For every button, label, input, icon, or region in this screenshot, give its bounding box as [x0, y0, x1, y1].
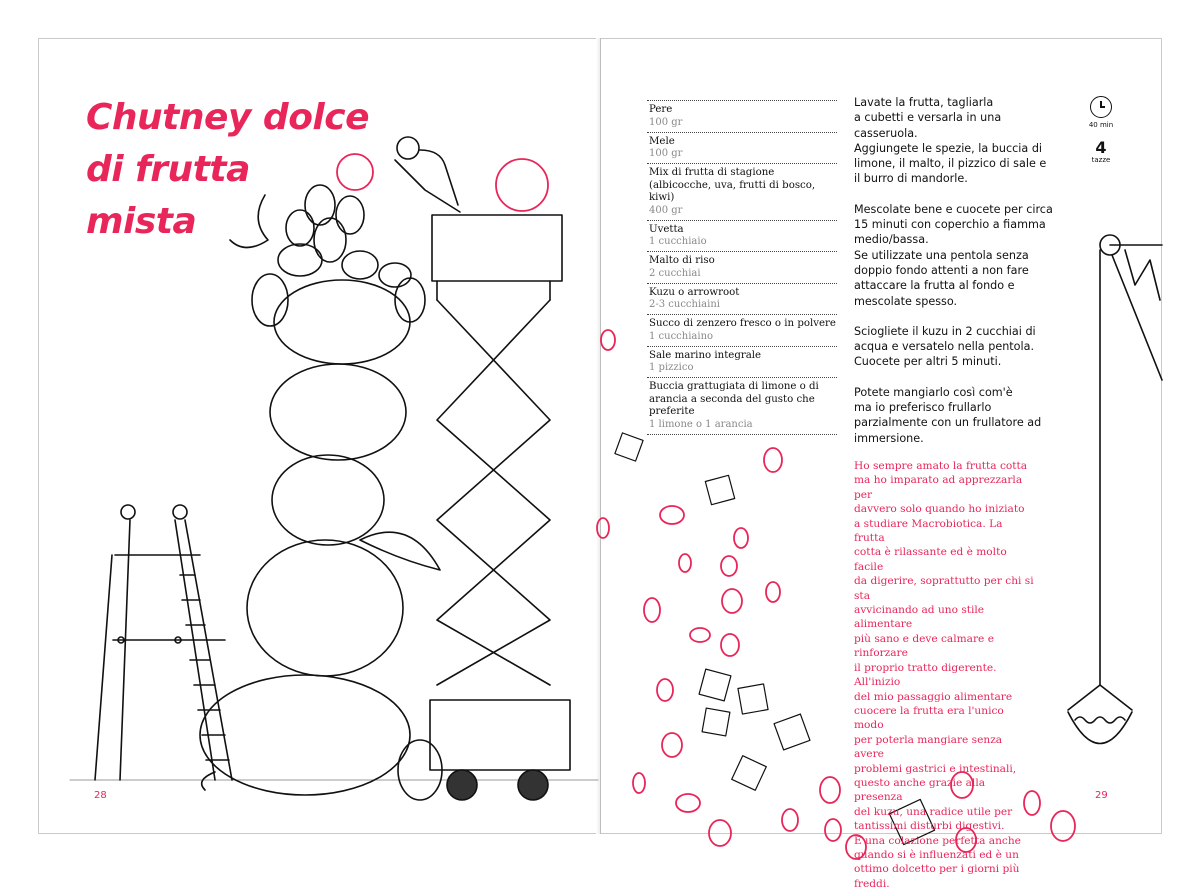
- scissor-lift-drawing: [430, 215, 570, 800]
- servings-count: 4: [1095, 138, 1107, 157]
- crane-drawing: [1068, 235, 1162, 744]
- author-note: Ho sempre amato la frutta cotta ma ho imparato ad apprezzarla per davvero solo quando ho iniziato a studiare Macrobiotica. La frutta cotta è rilassante ed è molto facile da digerire, soprattutto per chi si sta avvicinando ad uno stile alimentare più sano e deve calmare e rinforzare il proprio tratto digerente. All'inizio del mio passaggio alimentare cuocere la frutta era l'unico modo per poterla mangiare senza avere problemi gastrici e intestinali, questo anche grazie alla presenza del kuzu, una radice utile per tantissimi disturbi digestivi. È una colazione perfetta anche quando si è influenzati ed è un ottimo dolcetto per i giorni più freddi.: [854, 460, 1034, 890]
- ingredient-name: Pere: [649, 104, 673, 115]
- ingredient-qty: 100 gr: [649, 116, 683, 128]
- ingredient-row: [647, 314, 837, 346]
- ingredient-row: [647, 377, 837, 435]
- ingredient-qty: 400 gr: [649, 204, 683, 216]
- ingredient-qty: 100 gr: [649, 148, 683, 159]
- servings-label: tazze: [1091, 156, 1111, 164]
- fruit-stack-drawing: [200, 185, 442, 800]
- method-step: Sciogliete il kuzu in 2 cucchiai di acqua e versatelo nella pentola. Cuocete per altri 5 minuti.: [854, 324, 1036, 369]
- ingredient-row: [647, 100, 837, 132]
- ingredient-name: Uvetta: [649, 223, 684, 235]
- ingredient-name: Malto di riso: [649, 255, 715, 266]
- ingredient-row: [647, 163, 837, 220]
- ingredient-row: [647, 251, 837, 283]
- ingredient-qty: 2 cucchiai: [649, 267, 701, 279]
- title-line-3: mista: [86, 201, 197, 242]
- ingredient-name: Mele: [649, 135, 675, 147]
- ingredient-name: Mix di frutta di stagione (albicocche, uva, frutti di bosco, kiwi): [649, 167, 816, 203]
- page-number-left: 28: [94, 790, 107, 801]
- ingredient-row: [647, 283, 837, 315]
- ingredient-name: Succo di zenzero fresco o in polvere: [649, 318, 836, 329]
- ingredient-qty: 1 pizzico: [649, 362, 694, 373]
- ingredient-name: Kuzu o arrowroot: [649, 286, 740, 298]
- ingredient-row: [647, 346, 837, 378]
- title-line-1: Chutney dolce: [86, 97, 370, 138]
- method-text: [854, 95, 1054, 461]
- ingredients-list: [647, 100, 837, 435]
- ingredient-row: [647, 132, 837, 164]
- ingredient-qty: 1 cucchiaino: [649, 330, 714, 342]
- recipe-meta: [1083, 96, 1119, 164]
- ingredient-qty: 1 limone o 1 arancia: [649, 418, 753, 430]
- method-step: Potete mangiarlo così com'è ma io preferisco frullarlo parzialmente con un frullatore ad immersione.: [854, 385, 1042, 445]
- ingredient-qty: 1 cucchiaio: [649, 236, 707, 247]
- method-step: Lavate la frutta, tagliarla a cubetti e versarla in una casseruola. Aggiungete le spezie, la buccia di limone, il malto, il pizzico di sale e il burro di mandorle.: [854, 96, 1047, 186]
- page-number-right: 29: [1095, 790, 1108, 801]
- clock-icon: [1090, 96, 1112, 118]
- method-step: Mescolate bene e cuocete per circa 15 minuti con coperchio a fiamma medio/bassa. Se utilizzate una pentola senza doppio fondo attenti a non fare attaccare la frutta al fondo e mescolate spesso.: [854, 202, 1053, 308]
- cook-time: 40 min: [1088, 121, 1114, 129]
- ingredient-name: Sale marino integrale: [649, 349, 762, 361]
- ingredient-name: Buccia grattugiata di limone o di arancia a seconda del gusto che preferite: [649, 381, 819, 417]
- ladder-drawing: [95, 505, 232, 780]
- ingredient-row: [647, 220, 837, 252]
- recipe-title: [86, 92, 406, 248]
- title-line-2: di frutta: [86, 149, 250, 190]
- ingredient-qty: 2-3 cucchiaini: [649, 299, 720, 310]
